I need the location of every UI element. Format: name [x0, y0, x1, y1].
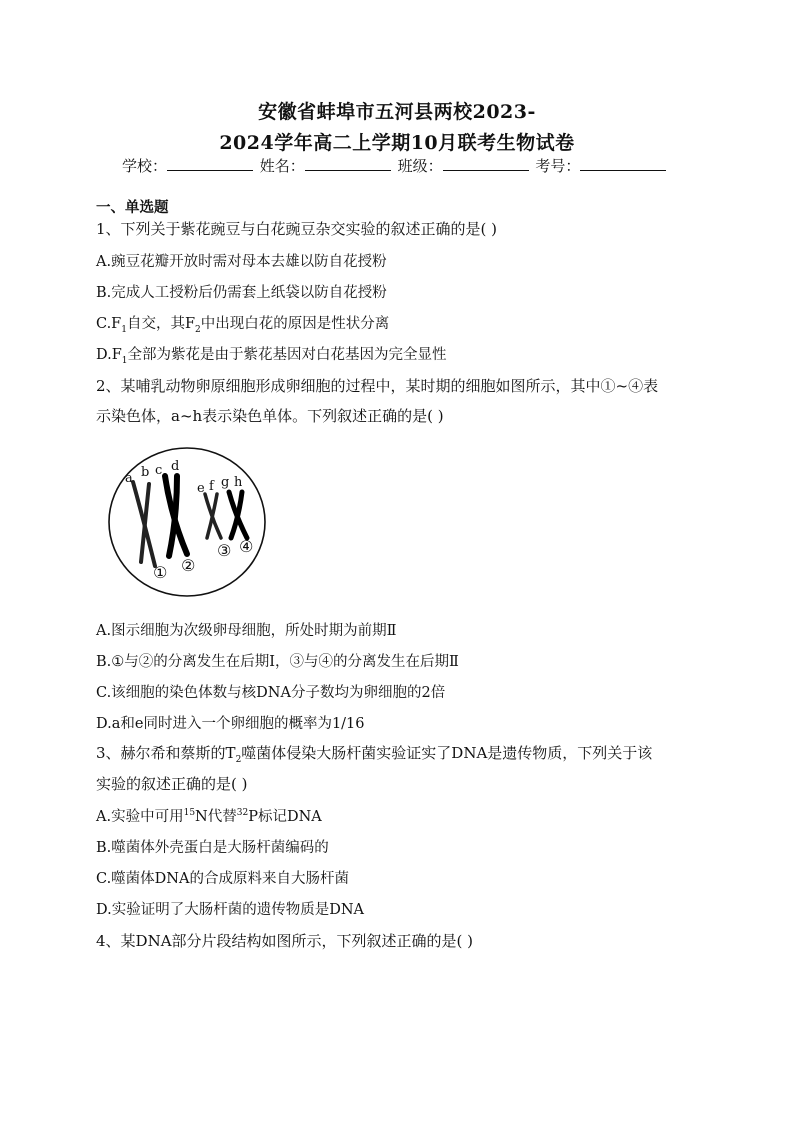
exam-title-line2: 2024学年高二上学期10月联考生物试卷 [219, 132, 575, 154]
school-label: 学校： [122, 157, 168, 175]
label-g: g [221, 475, 230, 490]
exam-title-line1: 安徽省蚌埠市五河县两校2023- [258, 101, 536, 123]
school-blank[interactable] [167, 156, 253, 171]
label-chromosome-1: ① [153, 563, 168, 582]
question-1-stem: 1、下列关于紫花豌豆与白花豌豆杂交实验的叙述正确的是( ) [96, 220, 498, 238]
question-2-option-c: C.该细胞的染色体数与核DNA分子数均为卵细胞的2倍 [96, 685, 446, 701]
label-h: h [234, 475, 243, 490]
cell-chromosome-figure [107, 446, 267, 598]
question-3-option-c: C.噬菌体DNA的合成原料来自大肠杆菌 [96, 871, 349, 887]
label-a: a [125, 471, 133, 486]
question-2-option-d: D.a和e同时进入一个卵细胞的概率为1/16 [96, 716, 365, 732]
label-b: b [141, 465, 150, 480]
class-blank[interactable] [443, 156, 529, 171]
label-chromosome-3: ③ [217, 541, 232, 560]
question-3-stem-line1: 3、赫尔希和蔡斯的$T_2$噬菌体侵染大肠杆菌实验证实了DNA是遗传物质，下列关于该 [96, 744, 653, 765]
question-3-option-d: D.实验证明了大肠杆菌的遗传物质是DNA [96, 902, 365, 918]
question-1-option-c: $C.F_1$自交，其$F_2$中出现白花的原因是性状分离 [96, 316, 390, 335]
label-c: c [155, 463, 163, 478]
question-1-option-b: B.完成人工授粉后仍需套上纸袋以防自花授粉 [96, 285, 387, 301]
label-d: d [171, 459, 180, 474]
exam-number-label: 考号： [535, 157, 581, 175]
label-chromosome-4: ④ [239, 537, 254, 556]
question-3-option-a: A.实验中可用$^{15}$N代替$^{32}$P标记DNA [96, 808, 322, 825]
section-heading: 一、单选题 [96, 199, 169, 216]
student-info-row [122, 155, 668, 176]
question-3-stem-line2: 实验的叙述正确的是( ) [96, 775, 248, 793]
question-4-stem: 4、某DNA部分片段结构如图所示，下列叙述正确的是( ) [96, 932, 474, 950]
question-1-option-a: A.豌豆花瓣开放时需对母本去雄以防自花授粉 [96, 254, 387, 270]
question-1-option-d: $D.F_1$全部为紫花是由于紫花基因对白花基因为完全显性 [96, 347, 447, 366]
question-2-option-a: A.图示细胞为次级卵母细胞，所处时期为前期Ⅱ [96, 623, 397, 639]
class-label: 班级： [397, 157, 443, 175]
question-3-option-b: B.噬菌体外壳蛋白是大肠杆菌编码的 [96, 840, 329, 856]
exam-number-blank[interactable] [580, 156, 666, 171]
label-f: f [209, 479, 214, 494]
label-e: e [197, 481, 205, 496]
name-label: 姓名： [259, 157, 305, 175]
question-2-option-b: B.①与②的分离发生在后期Ⅰ，③与④的分离发生在后期Ⅱ [96, 654, 459, 670]
name-blank[interactable] [305, 156, 391, 171]
question-2-stem-line1: 2、某哺乳动物卵原细胞形成卵细胞的过程中，某时期的细胞如图所示，其中①~④表 [96, 377, 659, 395]
question-2-stem-line2: 示染色体，a~h表示染色单体。下列叙述正确的是( ) [96, 407, 444, 425]
label-chromosome-2: ② [181, 556, 196, 575]
chromatid-d [169, 476, 177, 556]
